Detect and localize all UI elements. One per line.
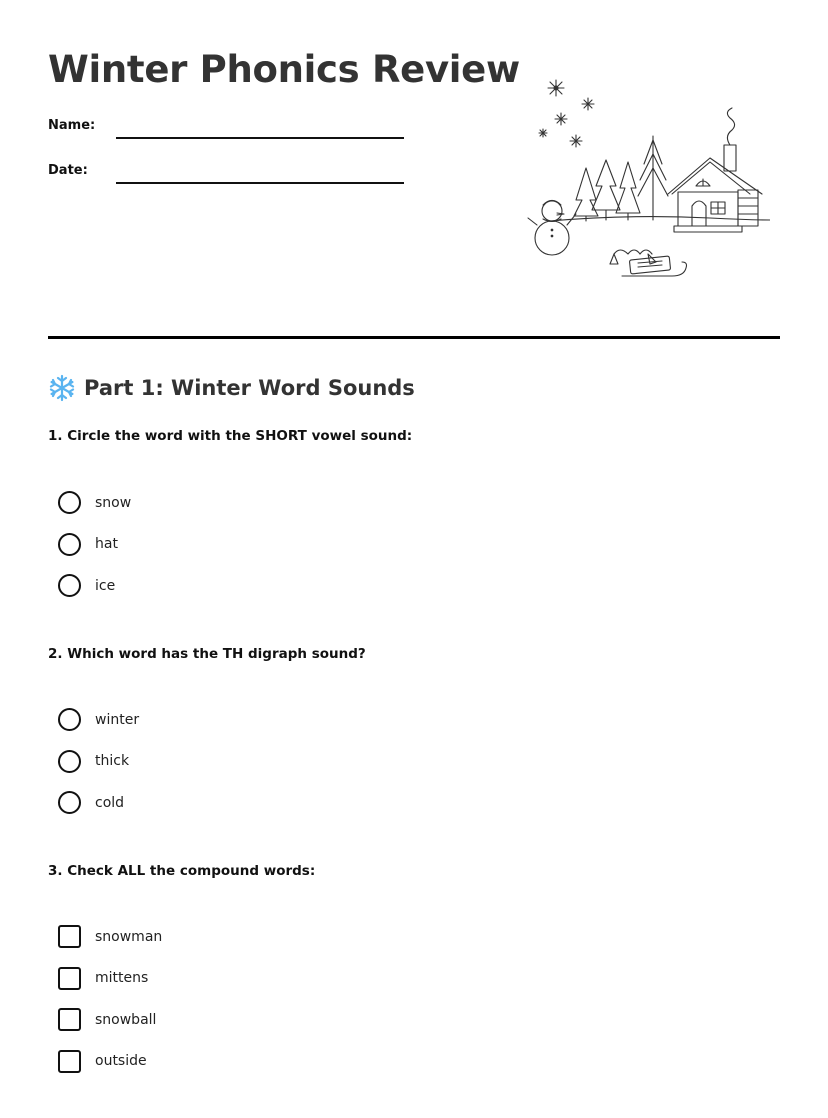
part1-title	[48, 374, 415, 402]
name-field-row	[48, 116, 408, 146]
option-thick[interactable]	[58, 741, 139, 783]
option-label: outside	[95, 1053, 147, 1070]
radio-circle[interactable]	[58, 708, 81, 731]
radio-circle[interactable]	[58, 791, 81, 814]
option-snowman[interactable]	[58, 916, 162, 958]
date-field-row	[48, 161, 408, 191]
radio-circle[interactable]	[58, 750, 81, 773]
checkbox[interactable]	[58, 925, 81, 948]
page-title: Winter Phonics Review	[48, 48, 520, 91]
question-2: 2. Which word has the TH digraph sound?	[48, 646, 366, 662]
option-label: hat	[95, 536, 118, 553]
option-label: ice	[95, 577, 116, 594]
option-label: snow	[95, 494, 132, 511]
snowflake-icon	[539, 80, 594, 147]
option-snow[interactable]	[58, 482, 131, 524]
checkbox[interactable]	[58, 1008, 81, 1031]
option-label: snowball	[95, 1011, 157, 1028]
question-1: 1. Circle the word with the SHORT vowel sound:	[48, 428, 413, 444]
option-ice[interactable]	[58, 565, 131, 607]
date-input[interactable]	[116, 182, 404, 184]
name-input[interactable]	[116, 137, 404, 139]
option-cold[interactable]	[58, 782, 139, 824]
radio-circle[interactable]	[58, 491, 81, 514]
checkbox[interactable]	[58, 1050, 81, 1073]
radio-circle[interactable]	[58, 533, 81, 556]
option-label: snowman	[95, 928, 163, 945]
worksheet-header	[48, 0, 780, 400]
question-3: 3. Check ALL the compound words:	[48, 863, 316, 879]
option-hat[interactable]	[58, 524, 131, 566]
option-label: cold	[95, 794, 125, 811]
option-outside[interactable]	[58, 1041, 162, 1083]
worksheet-page	[48, 0, 780, 1070]
option-mittens[interactable]	[58, 958, 162, 1000]
question-1-options	[58, 482, 131, 607]
option-label: thick	[95, 753, 130, 770]
question-3-options	[58, 916, 162, 1082]
question-2-options	[58, 699, 139, 824]
winter-scene-illustration	[510, 68, 770, 298]
name-label: Name:	[48, 118, 96, 133]
option-label: winter	[95, 711, 140, 728]
section-divider	[48, 336, 780, 339]
date-label: Date:	[48, 163, 88, 178]
option-winter[interactable]	[58, 699, 139, 741]
checkbox[interactable]	[58, 967, 81, 990]
snowflake-icon	[48, 374, 76, 402]
part1-title-text: Part 1: Winter Word Sounds	[84, 376, 415, 400]
radio-circle[interactable]	[58, 574, 81, 597]
option-label: mittens	[95, 970, 149, 987]
option-snowball[interactable]	[58, 999, 162, 1041]
